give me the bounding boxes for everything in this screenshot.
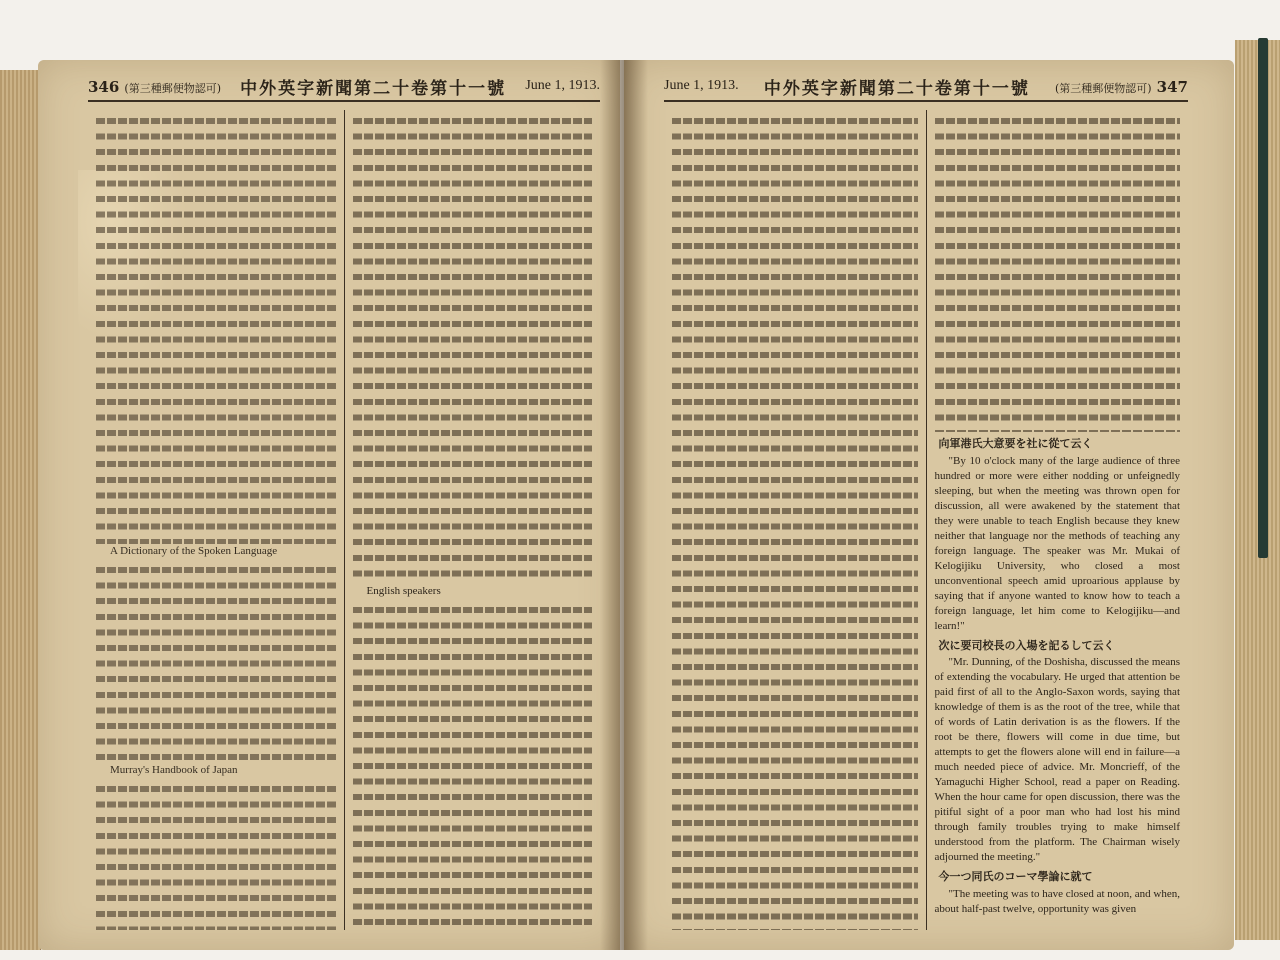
right-column-1 xyxy=(664,110,926,930)
left-date: June 1, 1913. xyxy=(525,78,600,93)
right-masthead: 中外英字新聞第二十卷第十一號 xyxy=(763,78,1030,99)
right-page-header xyxy=(664,72,1188,102)
text-lines xyxy=(935,114,1181,432)
english-speakers-ref: English speakers xyxy=(366,585,441,597)
left-column-1 xyxy=(88,110,344,930)
english-quote: "The meeting was to have closed at noon, and when, about half-past twelve, opportunity was given xyxy=(934,887,1180,915)
right-page-number: 347 xyxy=(1156,77,1188,96)
right-page xyxy=(624,60,1234,950)
section-heading: 今一つ同氏のコーマ學論に就て xyxy=(938,870,1093,884)
section-heading: 向軍港氏大意要を社に從て云く xyxy=(938,437,1093,450)
text-lines xyxy=(672,114,918,930)
english-quote: "By 10 o'clock many of the large audience of three hundred or more were either nodding or unfeignedly sleeping, but when the meeting was thrown open for discussion, all were awakened by the statement that they were unable to teach English because they knew neither that language nor the methods of teaching any foreign language. The speaker was Mr. Mukai of Kelogijiku University, who closed a most unconventional speech amid uproarious applause by saying that if anyone wanted to know how to teach a foreign language, let him come to Kelogijiku—and learn!" xyxy=(934,454,1180,632)
english-quote: "Mr. Dunning, of the Doshisha, discussed the means of extending the vocabulary. He urged that attention be paid first of all to the Anglo-Saxon words, saying that knowledge of them is as the root of the tree, while that of words of Latin derivation is as the flowers. If the root be there, flowers will come in due time, but attempts to get the flowers alone will end in failure—a much needed piece of advice. Mr. Moncrieff, of the Yamaguchi Higher School, read a paper on Reading. When the hour came for open discussion, there was the pitiful sight of a poor man who had lost his mind through family troubles trying to make himself understood from the platform. The Chairman wisely adjourned the meeting." xyxy=(934,656,1180,864)
english-title-ref: A Dictionary of the Spoken Language xyxy=(110,545,278,557)
book-cover-right xyxy=(1258,38,1268,558)
section-heading: 次に要司校長の入場を記るして云く xyxy=(938,638,1115,652)
text-lines xyxy=(96,563,336,763)
right-page-columns xyxy=(664,110,1188,930)
left-page-columns xyxy=(88,110,600,930)
right-date: June 1, 1913. xyxy=(664,78,739,93)
book-gutter xyxy=(600,60,648,950)
left-page xyxy=(38,60,620,950)
text-lines xyxy=(96,782,336,930)
text-lines xyxy=(353,114,593,584)
text-lines xyxy=(353,603,593,930)
handbook-ref: Murray's Handbook of Japan xyxy=(110,764,238,776)
text-lines xyxy=(96,114,336,544)
left-column-2 xyxy=(344,110,601,930)
left-page-header xyxy=(88,72,600,102)
page-edges-left xyxy=(0,70,41,950)
right-license-note: (第三種郵便物認可) xyxy=(1054,81,1152,95)
right-column-2 xyxy=(926,110,1189,930)
left-page-number: 346 xyxy=(88,77,120,96)
left-license-note: (第三種郵便物認可) xyxy=(124,81,221,95)
left-masthead: 中外英字新聞第二十卷第十一號 xyxy=(240,78,507,99)
